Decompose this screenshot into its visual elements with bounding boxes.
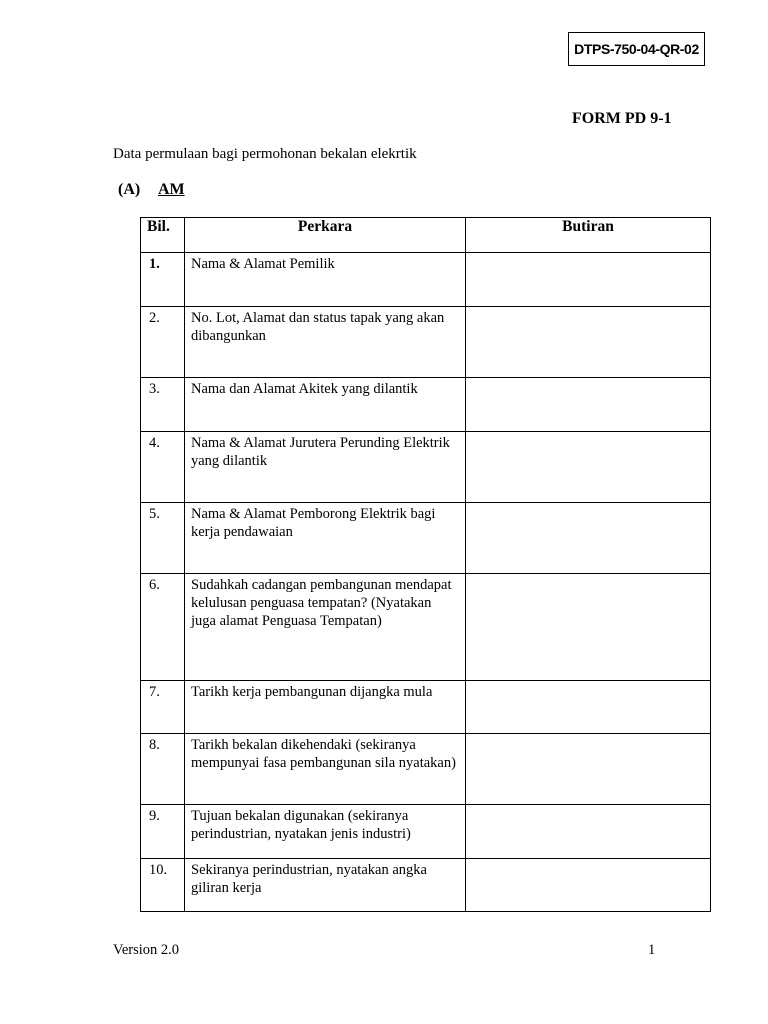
row-number: 6. xyxy=(141,574,185,681)
table-row xyxy=(141,253,711,307)
footer-version: Version 2.0 xyxy=(113,942,180,958)
row-item: No. Lot, Alamat dan status tapak yang akan dibangunkan xyxy=(185,307,466,378)
row-item: Nama dan Alamat Akitek yang dilantik xyxy=(185,378,466,432)
row-detail-field[interactable] xyxy=(466,378,711,432)
row-item: Nama & Alamat Pemilik xyxy=(185,253,466,307)
row-item: Sudahkah cadangan pembangunan mendapat kelulusan penguasa tempatan? (Nyatakan juga alamat Penguasa Tempatan) xyxy=(185,574,466,681)
row-number: 7. xyxy=(141,681,185,734)
row-detail-field[interactable] xyxy=(466,805,711,859)
table-row xyxy=(141,432,711,503)
header-butiran: Butiran xyxy=(466,218,711,253)
table-row xyxy=(141,681,711,734)
row-item: Sekiranya perindustrian, nyatakan angka giliran kerja xyxy=(185,859,466,912)
row-detail-field[interactable] xyxy=(466,681,711,734)
document-code-box: DTPS-750-04-QR-02 xyxy=(568,32,705,66)
row-detail-field[interactable] xyxy=(466,503,711,574)
intro-text: Data permulaan bagi permohonan bekalan elekrtik xyxy=(113,146,417,162)
table-row xyxy=(141,378,711,432)
section-title: AM xyxy=(158,181,185,198)
table-header-row xyxy=(141,218,711,253)
row-item: Nama & Alamat Pemborong Elektrik bagi kerja pendawaian xyxy=(185,503,466,574)
row-item: Tujuan bekalan digunakan (sekiranya perindustrian, nyatakan jenis industri) xyxy=(185,805,466,859)
row-item: Nama & Alamat Jurutera Perunding Elektrik yang dilantik xyxy=(185,432,466,503)
table-row xyxy=(141,574,711,681)
row-number: 5. xyxy=(141,503,185,574)
row-number: 3. xyxy=(141,378,185,432)
header-perkara: Perkara xyxy=(185,218,466,253)
table-row xyxy=(141,307,711,378)
table-row xyxy=(141,503,711,574)
section-letter: (A) xyxy=(118,181,141,198)
row-item: Tarikh bekalan dikehendaki (sekiranya mempunyai fasa pembangunan sila nyatakan) xyxy=(185,734,466,805)
row-detail-field[interactable] xyxy=(466,432,711,503)
row-item: Tarikh kerja pembangunan dijangka mula xyxy=(185,681,466,734)
table-row xyxy=(141,805,711,859)
row-number: 1. xyxy=(141,253,185,307)
row-number: 2. xyxy=(141,307,185,378)
footer-page-number: 1 xyxy=(648,942,656,958)
row-detail-field[interactable] xyxy=(466,574,711,681)
table-row xyxy=(141,859,711,912)
row-number: 9. xyxy=(141,805,185,859)
row-detail-field[interactable] xyxy=(466,734,711,805)
section-heading xyxy=(118,181,185,199)
table-row xyxy=(141,734,711,805)
header-bil: Bil. xyxy=(141,218,185,253)
form-number: FORM PD 9-1 xyxy=(572,110,672,127)
row-number: 8. xyxy=(141,734,185,805)
row-detail-field[interactable] xyxy=(466,307,711,378)
row-number: 4. xyxy=(141,432,185,503)
row-detail-field[interactable] xyxy=(466,859,711,912)
row-number: 10. xyxy=(141,859,185,912)
form-table xyxy=(140,217,711,912)
row-detail-field[interactable] xyxy=(466,253,711,307)
